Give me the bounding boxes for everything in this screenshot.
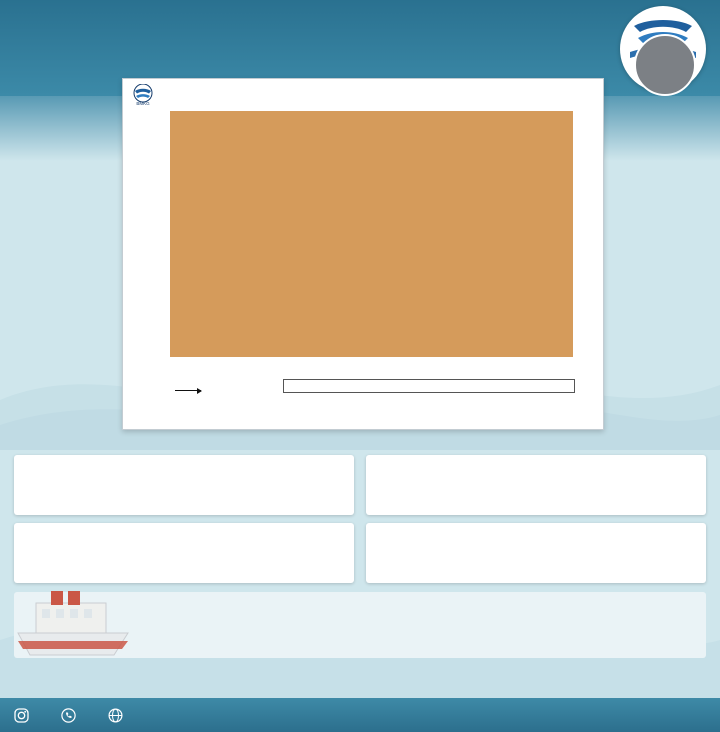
footer-website[interactable] [108,708,129,723]
svg-text:BMKG: BMKG [136,101,150,106]
wave-direction-legend [175,387,205,396]
footer-phone[interactable] [61,708,82,723]
page-badge [634,34,696,96]
instagram-icon [14,708,29,723]
forecast-card [366,523,706,583]
map-header [123,79,603,109]
wave-height-heatmap [170,111,573,357]
forecast-card [366,455,706,515]
globe-icon [108,708,123,723]
footer-bar [0,698,720,732]
map-bmkg-logo-icon [130,84,156,106]
wave-direction-arrow-icon [175,390,201,391]
wave-height-map-panel [122,78,604,430]
bmkg-logo-group [620,6,706,92]
colorbar [283,379,575,393]
forecast-card [14,455,354,515]
forecast-card [14,523,354,583]
footer-instagram[interactable] [14,708,35,723]
ship-illustration [6,585,156,680]
phone-icon [61,708,76,723]
colorbar-ticks [283,392,573,402]
